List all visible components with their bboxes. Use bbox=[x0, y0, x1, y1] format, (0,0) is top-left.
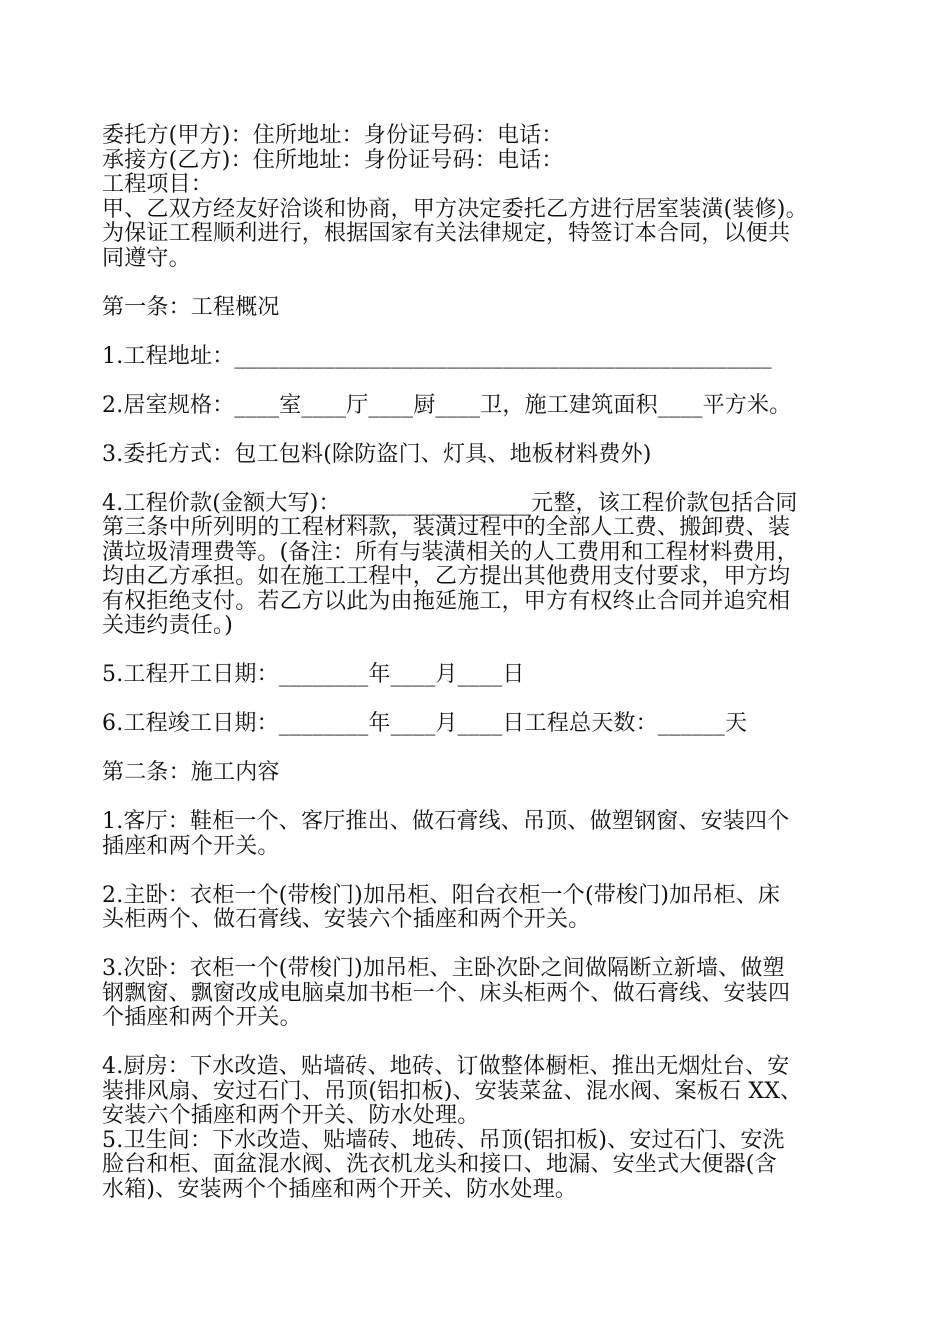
project-price-line: 4.工程价款(金额大写)：_________________元整，该工程价款包括合同 bbox=[102, 490, 798, 516]
bathroom-line: 5.卫生间：下水改造、贴墙砖、地砖、吊顶(铝扣板)、安过石门、安洗 bbox=[102, 1127, 785, 1153]
project-price-line: 均由乙方承担。如在施工工程中，乙方提出其他费用支付要求，甲方均 bbox=[102, 564, 791, 589]
second-bedroom-line: 个插座和两个开关。 bbox=[102, 1005, 302, 1030]
second-bedroom-line: 钢飘窗、飘窗改成电脑桌加书柜一个、床头柜两个、做石膏线、安装四 bbox=[102, 980, 791, 1006]
project-price-line: 关违约责任。) bbox=[102, 613, 233, 638]
project-price-line: 有权拒绝支付。若乙方以此为由拖延施工，甲方有权终止合同并追究相 bbox=[102, 588, 791, 614]
bathroom-line: 脸台和柜、面盆混水阀、洗衣机龙头和接口、地漏、安坐式大便器(含 bbox=[102, 1152, 777, 1177]
master-bedroom-line: 2.主卧：衣柜一个(带梭门)加吊柜、阳台衣柜一个(带梭门)加吊柜、床 bbox=[102, 882, 781, 908]
project-price-line: 第三条中所列明的工程材料款，装潢过程中的全部人工费、搬卸费、装 bbox=[102, 515, 791, 540]
start-date-line: 5.工程开工日期：________年____月____日 bbox=[102, 662, 525, 687]
kitchen-line: 装排风扇、安过石门、吊顶(铝扣板)、安装菜盆、混水阀、案板石 XX、 bbox=[102, 1078, 803, 1104]
contract-body bbox=[102, 124, 862, 1202]
project-price-line: 潢垃圾清理费等。(备注：所有与装潢相关的人工费用和工程材料费用， bbox=[102, 539, 799, 565]
living-room-line: 1.客厅：鞋柜一个、客厅推出、做石膏线、吊顶、做塑钢窗、安装四个 bbox=[102, 809, 790, 834]
intro-line: 同遵守。 bbox=[102, 245, 191, 271]
commission-method-line: 3.委托方式：包工包料(除防盗门、灯具、地板材料费外) bbox=[102, 441, 652, 467]
master-bedroom-line: 头柜两个、做石膏线、安装六个插座和两个开关。 bbox=[102, 907, 591, 932]
article-1-title: 第一条：工程概况 bbox=[102, 294, 280, 320]
intro-line: 甲、乙双方经友好洽谈和协商，甲方决定委托乙方进行居室装潢(装修)。 bbox=[102, 196, 808, 222]
article-2-title: 第二条：施工内容 bbox=[102, 760, 280, 785]
second-bedroom-line: 3.次卧：衣柜一个(带梭门)加吊柜、主卧次卧之间做隔断立新墙、做塑 bbox=[102, 956, 785, 981]
room-spec-line: 2.居室规格：____室____厅____厨____卫，施工建筑面积____平方米。 bbox=[102, 392, 792, 418]
completion-date-line: 6.工程竣工日期：________年____月____日工程总天数：______天 bbox=[102, 711, 748, 736]
living-room-line: 插座和两个开关。 bbox=[102, 833, 280, 859]
party-a-line: 委托方(甲方)：住所地址：身份证号码：电话： bbox=[102, 123, 564, 148]
intro-line: 为保证工程顺利进行，根据国家有关法律规定，特签订本合同，以便共 bbox=[102, 221, 791, 246]
project-line: 工程项目： bbox=[102, 172, 214, 197]
bathroom-line: 水箱)、安装两个个插座和两个开关、防水处理。 bbox=[102, 1176, 577, 1202]
party-b-line: 承接方(乙方)：住所地址：身份证号码：电话： bbox=[102, 147, 564, 173]
kitchen-line: 安装六个插座和两个开关、防水处理。 bbox=[102, 1103, 480, 1128]
kitchen-line: 4.厨房：下水改造、贴墙砖、地砖、订做整体橱柜、推出无烟灶台、安 bbox=[102, 1054, 790, 1079]
project-address-line: 1.工程地址：________________________________________________ bbox=[102, 343, 772, 369]
